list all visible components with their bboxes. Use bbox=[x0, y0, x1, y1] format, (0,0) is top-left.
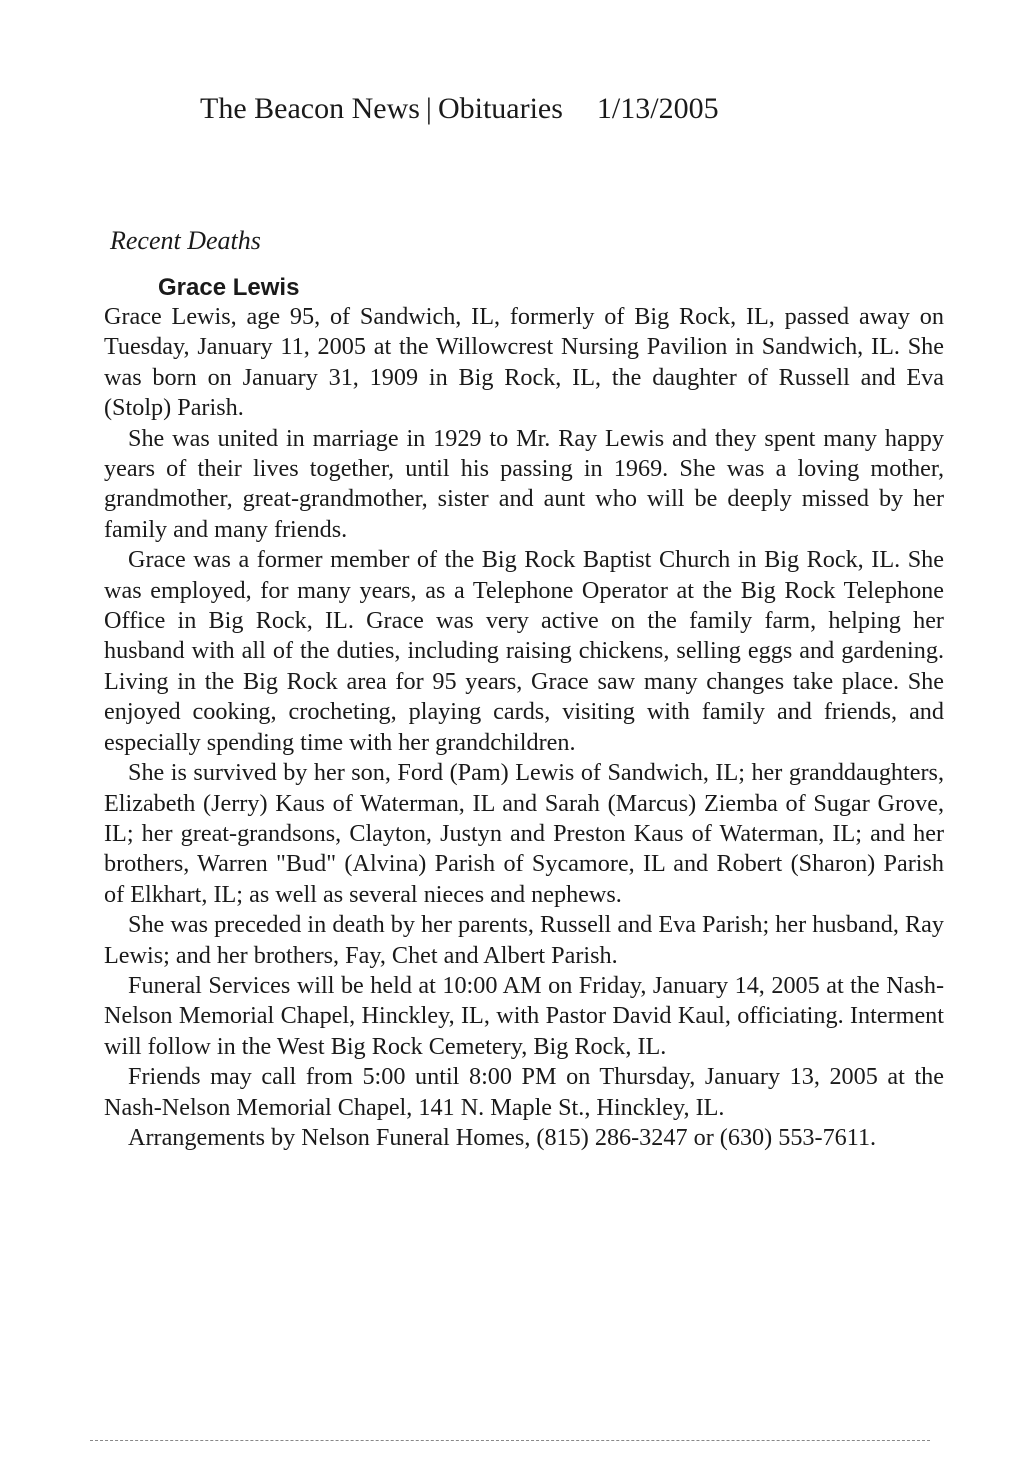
paragraph: She was united in marriage in 1929 to Mr. Ray Lewis and they spent many happy years of their lives together, until his passing in 1969. She was a loving mother, grandmother, great-grandmother, sister and aunt who will be deeply missed by her family and many friends. bbox=[104, 424, 944, 543]
publication-name: The Beacon News bbox=[200, 92, 420, 125]
paragraph: She was preceded in death by her parents, Russell and Eva Parish; her husband, Ray Lewis; and her brothers, Fay, Chet and Albert Parish. bbox=[104, 911, 944, 969]
paragraph: She is survived by her son, Ford (Pam) Lewis of Sandwich, IL; her granddaughters, Elizabeth (Jerry) Kaus of Waterman, IL and Sarah (Marcus) Ziemba of Sugar Grove, IL; her great-grandsons, Clayton, Justyn and Preston Kaus of Waterman, IL; and her brothers, Warren "Bud" (Alvina) Parish of Sycamore, IL and Robert (Sharon) Parish of Elkhart, IL; as well as several nieces and nephews. bbox=[104, 759, 944, 908]
page-header bbox=[200, 92, 719, 126]
paragraph: Friends may call from 5:00 until 8:00 PM on Thursday, January 13, 2005 at the Nash-Nelson Memorial Chapel, 141 N. Maple St., Hinckley, IL. bbox=[104, 1063, 944, 1121]
paragraph: Grace was a former member of the Big Rock Baptist Church in Big Rock, IL. She was employed, for many years, as a Telephone Operator at the Big Rock Telephone Office in Big Rock, IL. Grace was very active on the family farm, helping her husband with all of the duties, including raising chickens, selling eggs and gardening. Living in the Big Rock area for 95 years, Grace saw many changes take place. She enjoyed cooking, crocheting, playing cards, visiting with family and friends, and especially spending time with her grandchildren. bbox=[104, 546, 944, 756]
header-divider: | bbox=[425, 92, 432, 125]
paragraph: Grace Lewis, age 95, of Sandwich, IL, formerly of Big Rock, IL, passed away on Tuesday, January 11, 2005 at the Willowcrest Nursing Pavilion in Sandwich, IL. She was born on January 31, 1909 in Big Rock, IL, the daughter of Russell and Eva (Stolp) Parish. bbox=[104, 303, 944, 422]
paragraph: Arrangements by Nelson Funeral Homes, (815) 286-3247 or (630) 553-7611. bbox=[128, 1123, 877, 1151]
section-title: Recent Deaths bbox=[110, 226, 261, 255]
bottom-divider bbox=[90, 1440, 930, 1441]
obituary-body bbox=[104, 302, 944, 1153]
obituary-name: Grace Lewis bbox=[158, 274, 300, 301]
publication-date: 1/13/2005 bbox=[596, 92, 719, 125]
paragraph: Funeral Services will be held at 10:00 AM on Friday, January 14, 2005 at the Nash-Nelson Memorial Chapel, Hinckley, IL, with Pastor David Kaul, officiating. Interment will follow in the West Big Rock Cemetery, Big Rock, IL. bbox=[104, 971, 944, 1060]
section-name: Obituaries bbox=[437, 92, 563, 125]
